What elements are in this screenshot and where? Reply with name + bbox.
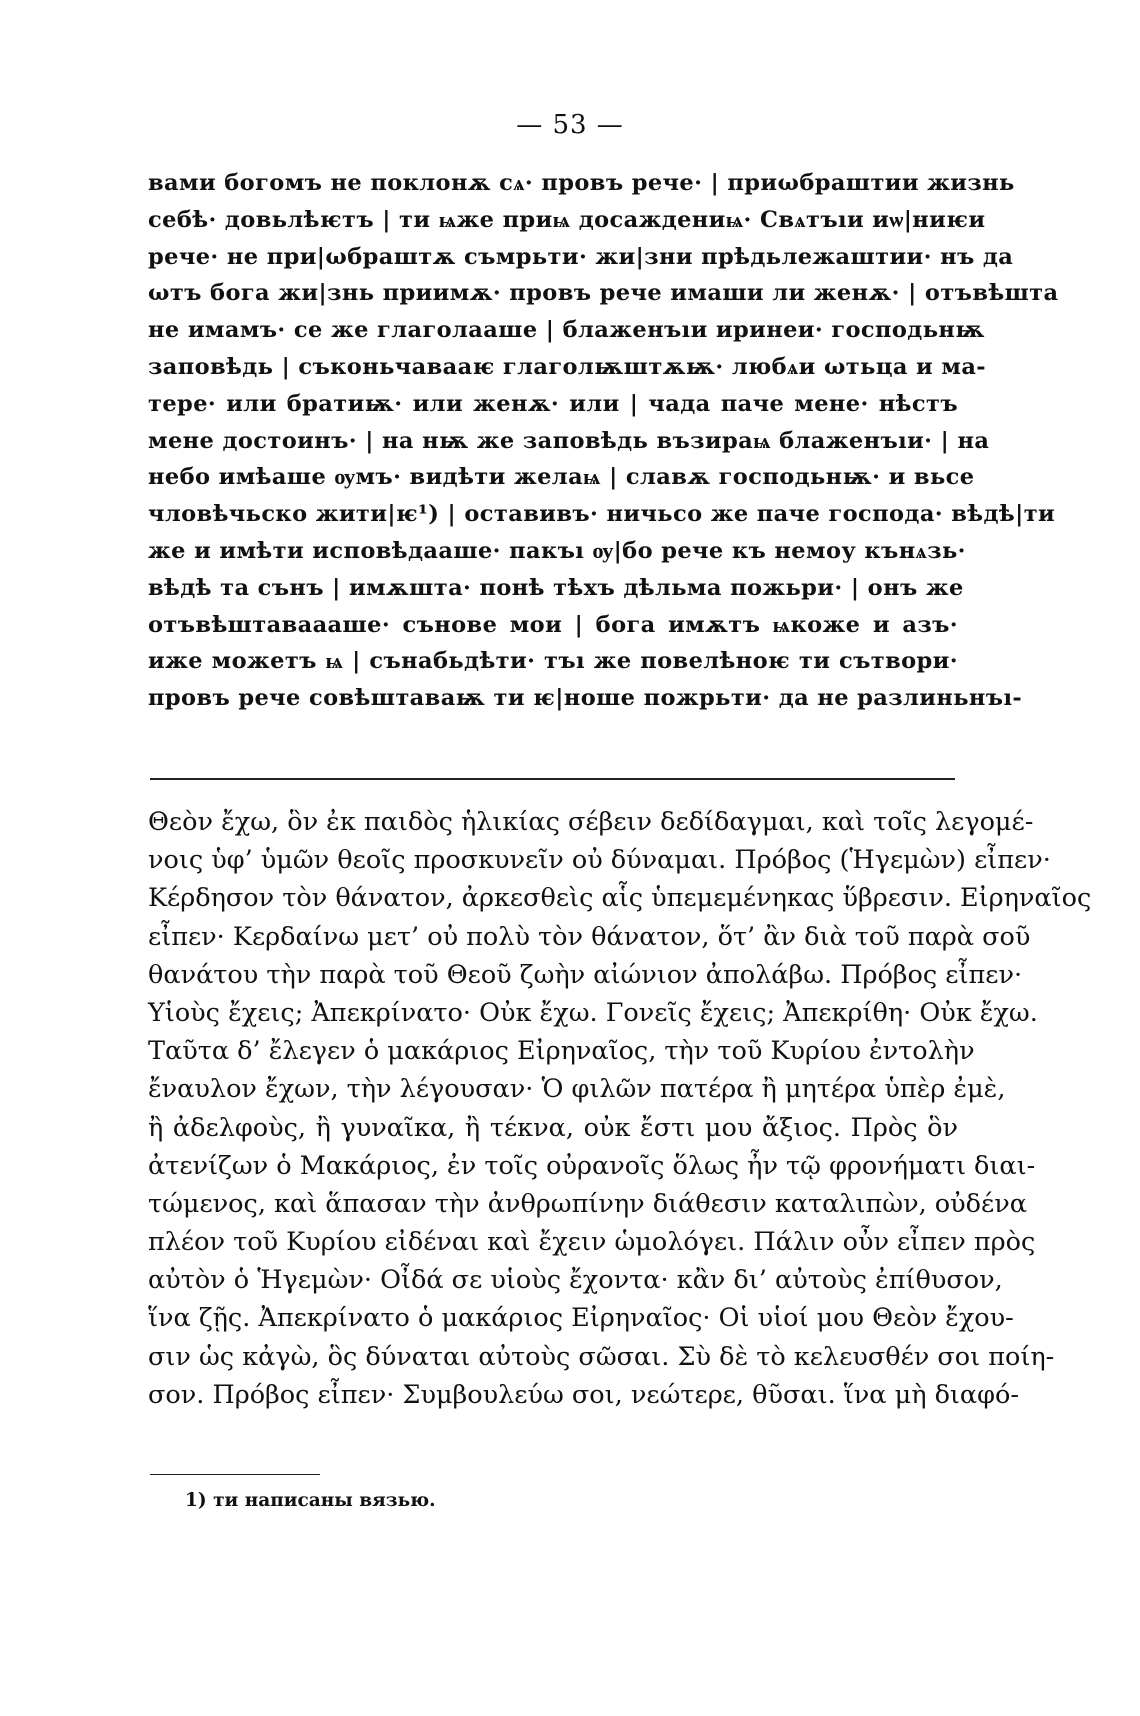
slavonic-line: себѣ· довьлѣѥтъ | ти ѩже приѩ досаждениѩ· Свѧтъıи иѡ|ниѥи [148,206,986,233]
slavonic-line: вѣдѣ та сънъ | имѫшта· понѣ тѣхъ дѣльма пожьри· | онъ же [148,574,964,601]
slavonic-line: чловѣчьско жити|ѥ¹) | оставивъ· ничьсо же паче господа· вѣдѣ|ти [148,501,1056,528]
slavonic-line: мене достоинъ· | на нѭ же заповѣдь възираѩ блаженъıи· | на [148,427,990,454]
greek-line: σον. Πρόβος εἶπεν· Συμβουλεύω σοι, νεώτερε, θῦσαι. ἵνα μὴ διαφό- [148,1379,1019,1410]
slavonic-line: провъ рече совѣштаваѭ ти ѥ|ноше пожрьти· да не разлиньнъı- [148,685,1023,712]
greek-line: σιν ὡς κἀγὼ, ὃς δύναται αὐτοὺς σῶσαι. Σὺ δὲ τὸ κελευσθέν σοι ποίη- [148,1341,1055,1372]
slavonic-line: отъвѣштаваааше· сънове мои | бога имѫтъ ѩкоже и азъ· [148,611,958,638]
page-number: — 53 — [516,110,624,140]
greek-line: νοις ὑφ’ ὑμῶν θεοῖς προσκυνεῖν οὐ δύναμαι. Πρόβος (Ἡγεμὼν) εἶπεν· [148,845,1051,876]
greek-line: Υἱοὺς ἔχεις; Ἀπεκρίνατο· Οὐκ ἔχω. Γονεῖς ἔχεις; Ἀπεκρίθη· Οὐκ ἔχω. [148,997,1038,1028]
church-slavonic-text [148,165,1059,717]
greek-text [148,803,1092,1414]
greek-line: πλέον τοῦ Κυρίου εἰδέναι καὶ ἔχειν ὡμολόγει. Πάλιν οὖν εἶπεν πρὸς [148,1227,1036,1258]
greek-line: τώμενος, καὶ ἅπασαν τὴν ἀνθρωπίνην διάθεσιν καταλιπὼν, οὐδένα [148,1188,1027,1219]
greek-line: Θεὸν ἔχω, ὃν ἐκ παιδὸς ἡλικίας σέβειν δεδίδαγμαι, καὶ τοῖς λεγομέ- [148,807,1034,837]
slavonic-line: не имамъ· се же глаголааше | блаженъıи иринеи· господьнѭ [148,317,985,344]
slavonic-line: вами богомъ не поклонѫ сѧ· провъ рече· | приωбраштии жизнь [148,170,1015,196]
greek-line: αὐτὸν ὁ Ἡγεμὼν· Οἶδά σε υἱοὺς ἔχοντα· κἂν δι’ αὐτοὺς ἐπίθυσον, [148,1265,1003,1296]
greek-line: ἀτενίζων ὁ Μακάριος, ἐν τοῖς οὐρανοῖς ὅλως ἦν τῷ φρονήματι διαι- [148,1150,1036,1181]
slavonic-line: небо имѣаше ѹмъ· видѣти желаѩ | славѫ господьнѭ· и вьсе [148,464,975,491]
slavonic-line: иже можетъ ѩ | сънабьдѣти· тъı же повелѣноѥ ти сътвори· [148,648,958,675]
slavonic-line: заповѣдь | съконьчавааѥ глаголѭштѫѭ· любѧи ωтьца и ма- [148,353,987,380]
greek-line: εἶπεν· Κερδαίνω μετ’ οὐ πολὺ τὸν θάνατον, ὅτ’ ἂν διὰ τοῦ παρὰ σοῦ [148,921,1031,952]
greek-line: ἢ ἀδελφοὺς, ἢ γυναῖκα, ἢ τέκνα, οὐκ ἔστι μου ἄξιος. Πρὸς ὃν [148,1112,958,1143]
greek-line: Κέρδησον τὸν θάνατον, ἀρκεσθεὶς αἷς ὑπεμεμένηκας ὕβρεσιν. Εἰρηναῖος [148,883,1092,914]
greek-line: Ταῦτα δ’ ἔλεγεν ὁ μακάριος Εἰρηναῖος, τὴν τοῦ Κυρίου ἐντολὴν [148,1036,975,1067]
slavonic-line: рече· не при|ωбраштѫ съмрьти· жи|зни прѣдьлежаштии· нъ да [148,243,1014,270]
slavonic-line: ωтъ бога жи|знь приимѫ· провъ рече имаши ли женѫ· | отъвѣшта [148,280,1059,307]
slavonic-line: же и имѣти исповѣдааше· пакъı ѹ|бо рече къ немоу кънѧзь· [148,537,966,564]
slavonic-line: тере· или братиѭ· или женѫ· или | чада паче мене· нѣстъ [148,390,958,417]
footnote: 1) ти написаны вязью. [185,1490,436,1511]
footnote-rule [150,1474,320,1475]
section-divider [150,778,955,780]
greek-line: ἔναυλον ἔχων, τὴν λέγουσαν· Ὁ φιλῶν πατέρα ἢ μητέρα ὑπὲρ ἐμὲ, [148,1074,1006,1105]
greek-line: θανάτου τὴν παρὰ τοῦ Θεοῦ ζωὴν αἰώνιον ἀπολάβω. Πρόβος εἶπεν· [148,959,1023,990]
greek-line: ἵνα ζῇς. Ἀπεκρίνατο ὁ μακάριος Εἰρηναῖος· Οἱ υἱοί μου Θεὸν ἔχου- [148,1303,1014,1334]
